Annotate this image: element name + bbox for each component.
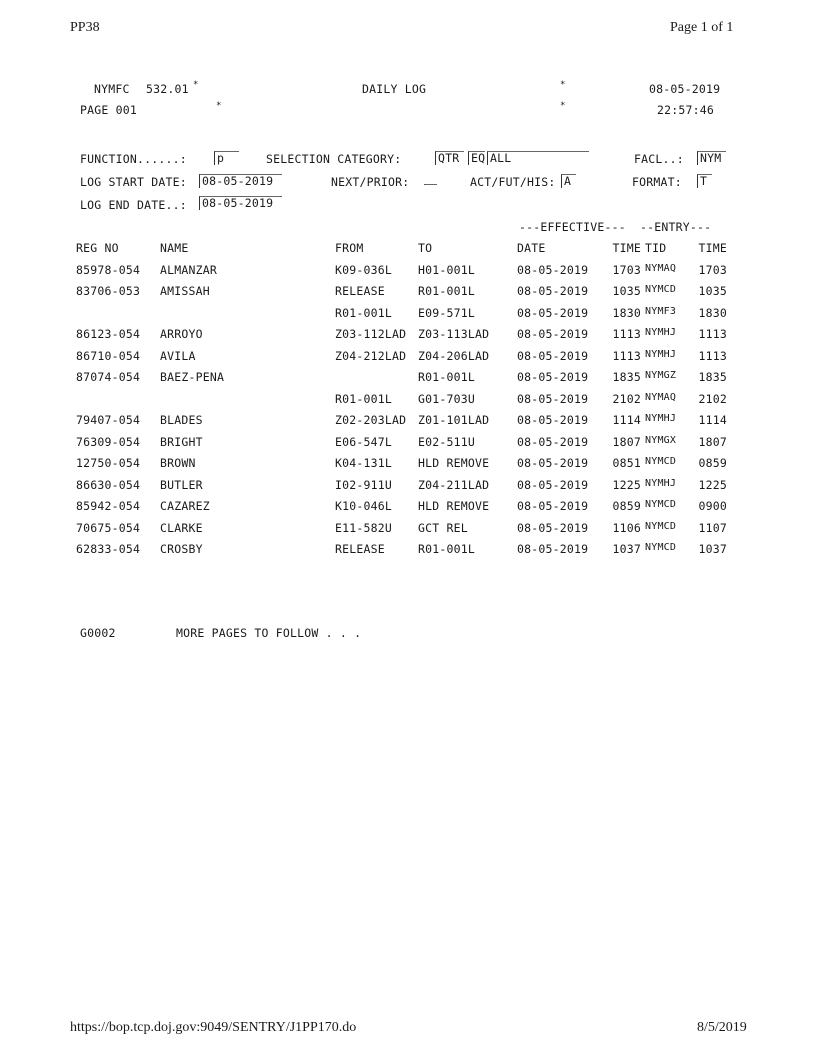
effective-time-cell: 1703: [612, 262, 641, 277]
effective-date-cell: 08-05-2019: [517, 262, 589, 277]
from-cell: I02-911U: [335, 477, 392, 492]
col-from-header: FROM: [335, 241, 364, 255]
effective-date-cell: 08-05-2019: [517, 434, 589, 449]
name-cell: CAZAREZ: [160, 499, 210, 513]
entry-time-cell: 1035: [698, 284, 727, 298]
name-cell: BUTLER: [160, 477, 203, 492]
reg-no-cell: 86710-054: [76, 348, 141, 363]
entry-tid-cell: NYMCD: [645, 542, 677, 553]
name-cell: ALMANZAR: [160, 262, 217, 277]
print-header-left: PP38: [70, 20, 100, 35]
print-footer-date: 8/5/2019: [697, 1020, 747, 1035]
from-cell: K04-131L: [335, 456, 392, 470]
entry-time-cell: 0859: [698, 456, 727, 470]
reg-no-cell: 79407-054: [76, 413, 141, 427]
to-cell: E09-571L: [418, 305, 475, 320]
to-cell: Z04-206LAD: [418, 348, 490, 363]
entry-tid-cell: NYMHJ: [645, 348, 677, 360]
effective-date-cell: 08-05-2019: [517, 370, 589, 384]
log-end-date-field[interactable]: 08-05-2019: [199, 196, 282, 210]
name-cell: [160, 306, 335, 328]
from-cell: E11-582U: [335, 520, 392, 535]
entry-time-cell: 1113: [698, 348, 727, 363]
entry-tid-cell: NYMHJ: [645, 477, 677, 489]
effective-date-cell: 08-05-2019: [517, 413, 589, 427]
from-cell: Z04-212LAD: [335, 348, 407, 363]
to-cell: E02-511U: [418, 434, 475, 449]
entry-time-cell: 1107: [698, 520, 727, 535]
star-marker: *: [216, 101, 222, 111]
reg-no-cell: 86123-054: [76, 327, 141, 341]
effective-time-cell: 1225: [612, 477, 641, 492]
entry-time-cell: 1830: [698, 305, 727, 320]
entry-time-cell: 1703: [698, 262, 727, 277]
col-time-header: TIME: [612, 241, 641, 255]
effective-date-cell: 08-05-2019: [517, 499, 589, 513]
table-row: [76, 521, 727, 543]
effective-time-cell: 1035: [612, 284, 641, 298]
act-fut-his-label: ACT/FUT/HIS:: [470, 175, 556, 189]
col-name-header: NAME: [160, 241, 189, 255]
to-cell: R01-001L: [418, 284, 475, 298]
entry-time-cell: 1113: [698, 327, 727, 341]
selection-value-field[interactable]: ALL: [487, 151, 589, 165]
to-cell: GCT REL: [418, 520, 468, 535]
from-cell: RELEASE: [335, 284, 385, 298]
table-row: [76, 456, 727, 478]
entry-tid-cell: NYMHJ: [645, 413, 677, 424]
from-cell: R01-001L: [335, 391, 392, 406]
table-header-row: [76, 241, 727, 263]
table-row: [76, 392, 727, 414]
effective-date-cell: 08-05-2019: [517, 327, 589, 341]
effective-time-cell: 1830: [612, 305, 641, 320]
table-row: [76, 349, 727, 371]
effective-time-cell: 1807: [612, 434, 641, 449]
star-marker: *: [193, 80, 199, 90]
effective-time-cell: 1113: [612, 348, 641, 363]
entry-time-cell: 2102: [698, 391, 727, 406]
col-date-header: DATE: [517, 241, 546, 255]
name-cell: [160, 392, 335, 414]
log-start-date-label: LOG START DATE:: [80, 175, 187, 189]
entry-time-cell: 1225: [698, 477, 727, 492]
selection-category-label: SELECTION CATEGORY:: [266, 152, 402, 166]
selection-qtr-field[interactable]: QTR: [435, 151, 464, 165]
effective-time-cell: 1113: [612, 327, 641, 341]
system-name: NYMFC: [94, 82, 130, 96]
name-cell: AMISSAH: [160, 284, 210, 298]
name-cell: AVILA: [160, 348, 196, 363]
reg-no-cell: 86630-054: [76, 477, 141, 492]
effective-time-cell: 1835: [612, 370, 641, 384]
from-cell: RELEASE: [335, 542, 385, 556]
from-cell: R01-001L: [335, 305, 392, 320]
next-prior-label: NEXT/PRIOR:: [331, 175, 410, 189]
effective-date-cell: 08-05-2019: [517, 477, 589, 492]
reg-no-cell: 62833-054: [76, 542, 141, 556]
facl-label: FACL..:: [634, 152, 684, 166]
reg-no-cell: 87074-054: [76, 370, 141, 384]
function-field[interactable]: p: [214, 151, 239, 165]
facl-field[interactable]: NYM: [697, 151, 726, 165]
entry-tid-cell: NYMAQ: [645, 262, 677, 274]
effective-date-cell: 08-05-2019: [517, 391, 589, 406]
effective-time-cell: 2102: [612, 391, 641, 406]
table-row: [76, 263, 727, 285]
reg-no-cell: [76, 392, 160, 414]
status-code: G0002: [80, 626, 116, 640]
table-row: [76, 435, 727, 457]
from-cell: [335, 370, 418, 392]
format-field[interactable]: T: [697, 174, 712, 188]
name-cell: CLARKE: [160, 520, 203, 535]
star-marker: *: [560, 80, 566, 90]
table-row: [76, 542, 727, 564]
to-cell: H01-001L: [418, 262, 475, 277]
table-row: [76, 306, 727, 328]
col-to-header: TO: [418, 241, 433, 255]
effective-group-header: ---EFFECTIVE---: [519, 220, 626, 234]
entry-group-header: --ENTRY---: [640, 220, 712, 234]
col-tid-header: TID: [645, 241, 667, 255]
entry-tid-cell: NYMCD: [645, 499, 677, 510]
page-label: PAGE 001: [80, 103, 137, 117]
from-cell: Z02-203LAD: [335, 413, 407, 427]
effective-date-cell: 08-05-2019: [517, 456, 589, 470]
print-header-page-number: Page 1 of 1: [670, 20, 734, 35]
effective-time-cell: 0851: [612, 456, 641, 470]
to-cell: Z04-211LAD: [418, 477, 490, 492]
name-cell: CROSBY: [160, 542, 203, 556]
col-entry-time-header: TIME: [698, 241, 727, 255]
reg-no-cell: 70675-054: [76, 520, 141, 535]
entry-time-cell: 1835: [698, 370, 727, 384]
effective-date-cell: 08-05-2019: [517, 305, 589, 320]
entry-tid-cell: NYMHJ: [645, 327, 677, 338]
entry-tid-cell: NYMGZ: [645, 370, 677, 381]
table-row: [76, 499, 727, 521]
name-cell: BAEZ-PENA: [160, 370, 225, 384]
entry-time-cell: 1037: [698, 542, 727, 556]
star-marker: *: [560, 101, 566, 111]
effective-date-cell: 08-05-2019: [517, 520, 589, 535]
table-row: [76, 327, 727, 349]
from-cell: E06-547L: [335, 434, 392, 449]
reg-no-cell: 83706-053: [76, 284, 141, 298]
effective-date-cell: 08-05-2019: [517, 284, 589, 298]
screen-date: 08-05-2019: [649, 82, 721, 96]
log-end-date-label: LOG END DATE..:: [80, 198, 187, 212]
reg-no-cell: 12750-054: [76, 456, 141, 470]
reg-no-cell: 85978-054: [76, 262, 141, 277]
reg-no-cell: [76, 306, 160, 328]
col-reg-no-header: REG NO: [76, 241, 119, 255]
entry-time-cell: 1807: [698, 434, 727, 449]
print-footer-url: https://bop.tcp.doj.gov:9049/SENTRY/J1PP170.do: [70, 1020, 357, 1035]
to-cell: HLD REMOVE: [418, 499, 490, 513]
from-cell: K09-036L: [335, 262, 392, 277]
entry-tid-cell: NYMF3: [645, 305, 677, 317]
system-version: 532.01: [146, 82, 189, 96]
entry-tid-cell: NYMCD: [645, 284, 677, 295]
status-message: MORE PAGES TO FOLLOW . . .: [176, 626, 362, 640]
name-cell: BRIGHT: [160, 434, 203, 449]
effective-time-cell: 1114: [612, 413, 641, 427]
entry-time-cell: 1114: [698, 413, 727, 427]
table-row: [76, 413, 727, 435]
reg-no-cell: 76309-054: [76, 434, 141, 449]
act-fut-his-field[interactable]: A: [561, 174, 576, 188]
entry-tid-cell: NYMCD: [645, 456, 677, 467]
effective-time-cell: 1037: [612, 542, 641, 556]
to-cell: R01-001L: [418, 370, 475, 384]
to-cell: Z03-113LAD: [418, 327, 490, 341]
function-label: FUNCTION......:: [80, 152, 187, 166]
from-cell: Z03-112LAD: [335, 327, 407, 341]
entry-tid-cell: NYMAQ: [645, 391, 677, 403]
selection-eq-field[interactable]: EQ: [468, 151, 485, 165]
entry-time-cell: 0900: [698, 499, 727, 513]
format-label: FORMAT:: [632, 175, 682, 189]
to-cell: G01-703U: [418, 391, 475, 406]
next-prior-field[interactable]: [424, 184, 437, 185]
entry-tid-cell: NYMCD: [645, 520, 677, 532]
log-start-date-field[interactable]: 08-05-2019: [199, 174, 282, 188]
screen-title: DAILY LOG: [362, 82, 427, 96]
from-cell: K10-046L: [335, 499, 392, 513]
effective-time-cell: 1106: [612, 520, 641, 535]
name-cell: BLADES: [160, 413, 203, 427]
to-cell: HLD REMOVE: [418, 456, 490, 470]
reg-no-cell: 85942-054: [76, 499, 141, 513]
table-row: [76, 284, 727, 306]
effective-date-cell: 08-05-2019: [517, 542, 589, 556]
name-cell: ARROYO: [160, 327, 203, 341]
screen-time: 22:57:46: [657, 103, 714, 117]
name-cell: BROWN: [160, 456, 196, 470]
effective-time-cell: 0859: [612, 499, 641, 513]
table-row: [76, 370, 727, 392]
effective-date-cell: 08-05-2019: [517, 348, 589, 363]
daily-log-table: [76, 241, 727, 564]
table-row: [76, 478, 727, 500]
to-cell: Z01-101LAD: [418, 413, 490, 427]
entry-tid-cell: NYMGX: [645, 434, 677, 446]
to-cell: R01-001L: [418, 542, 475, 556]
